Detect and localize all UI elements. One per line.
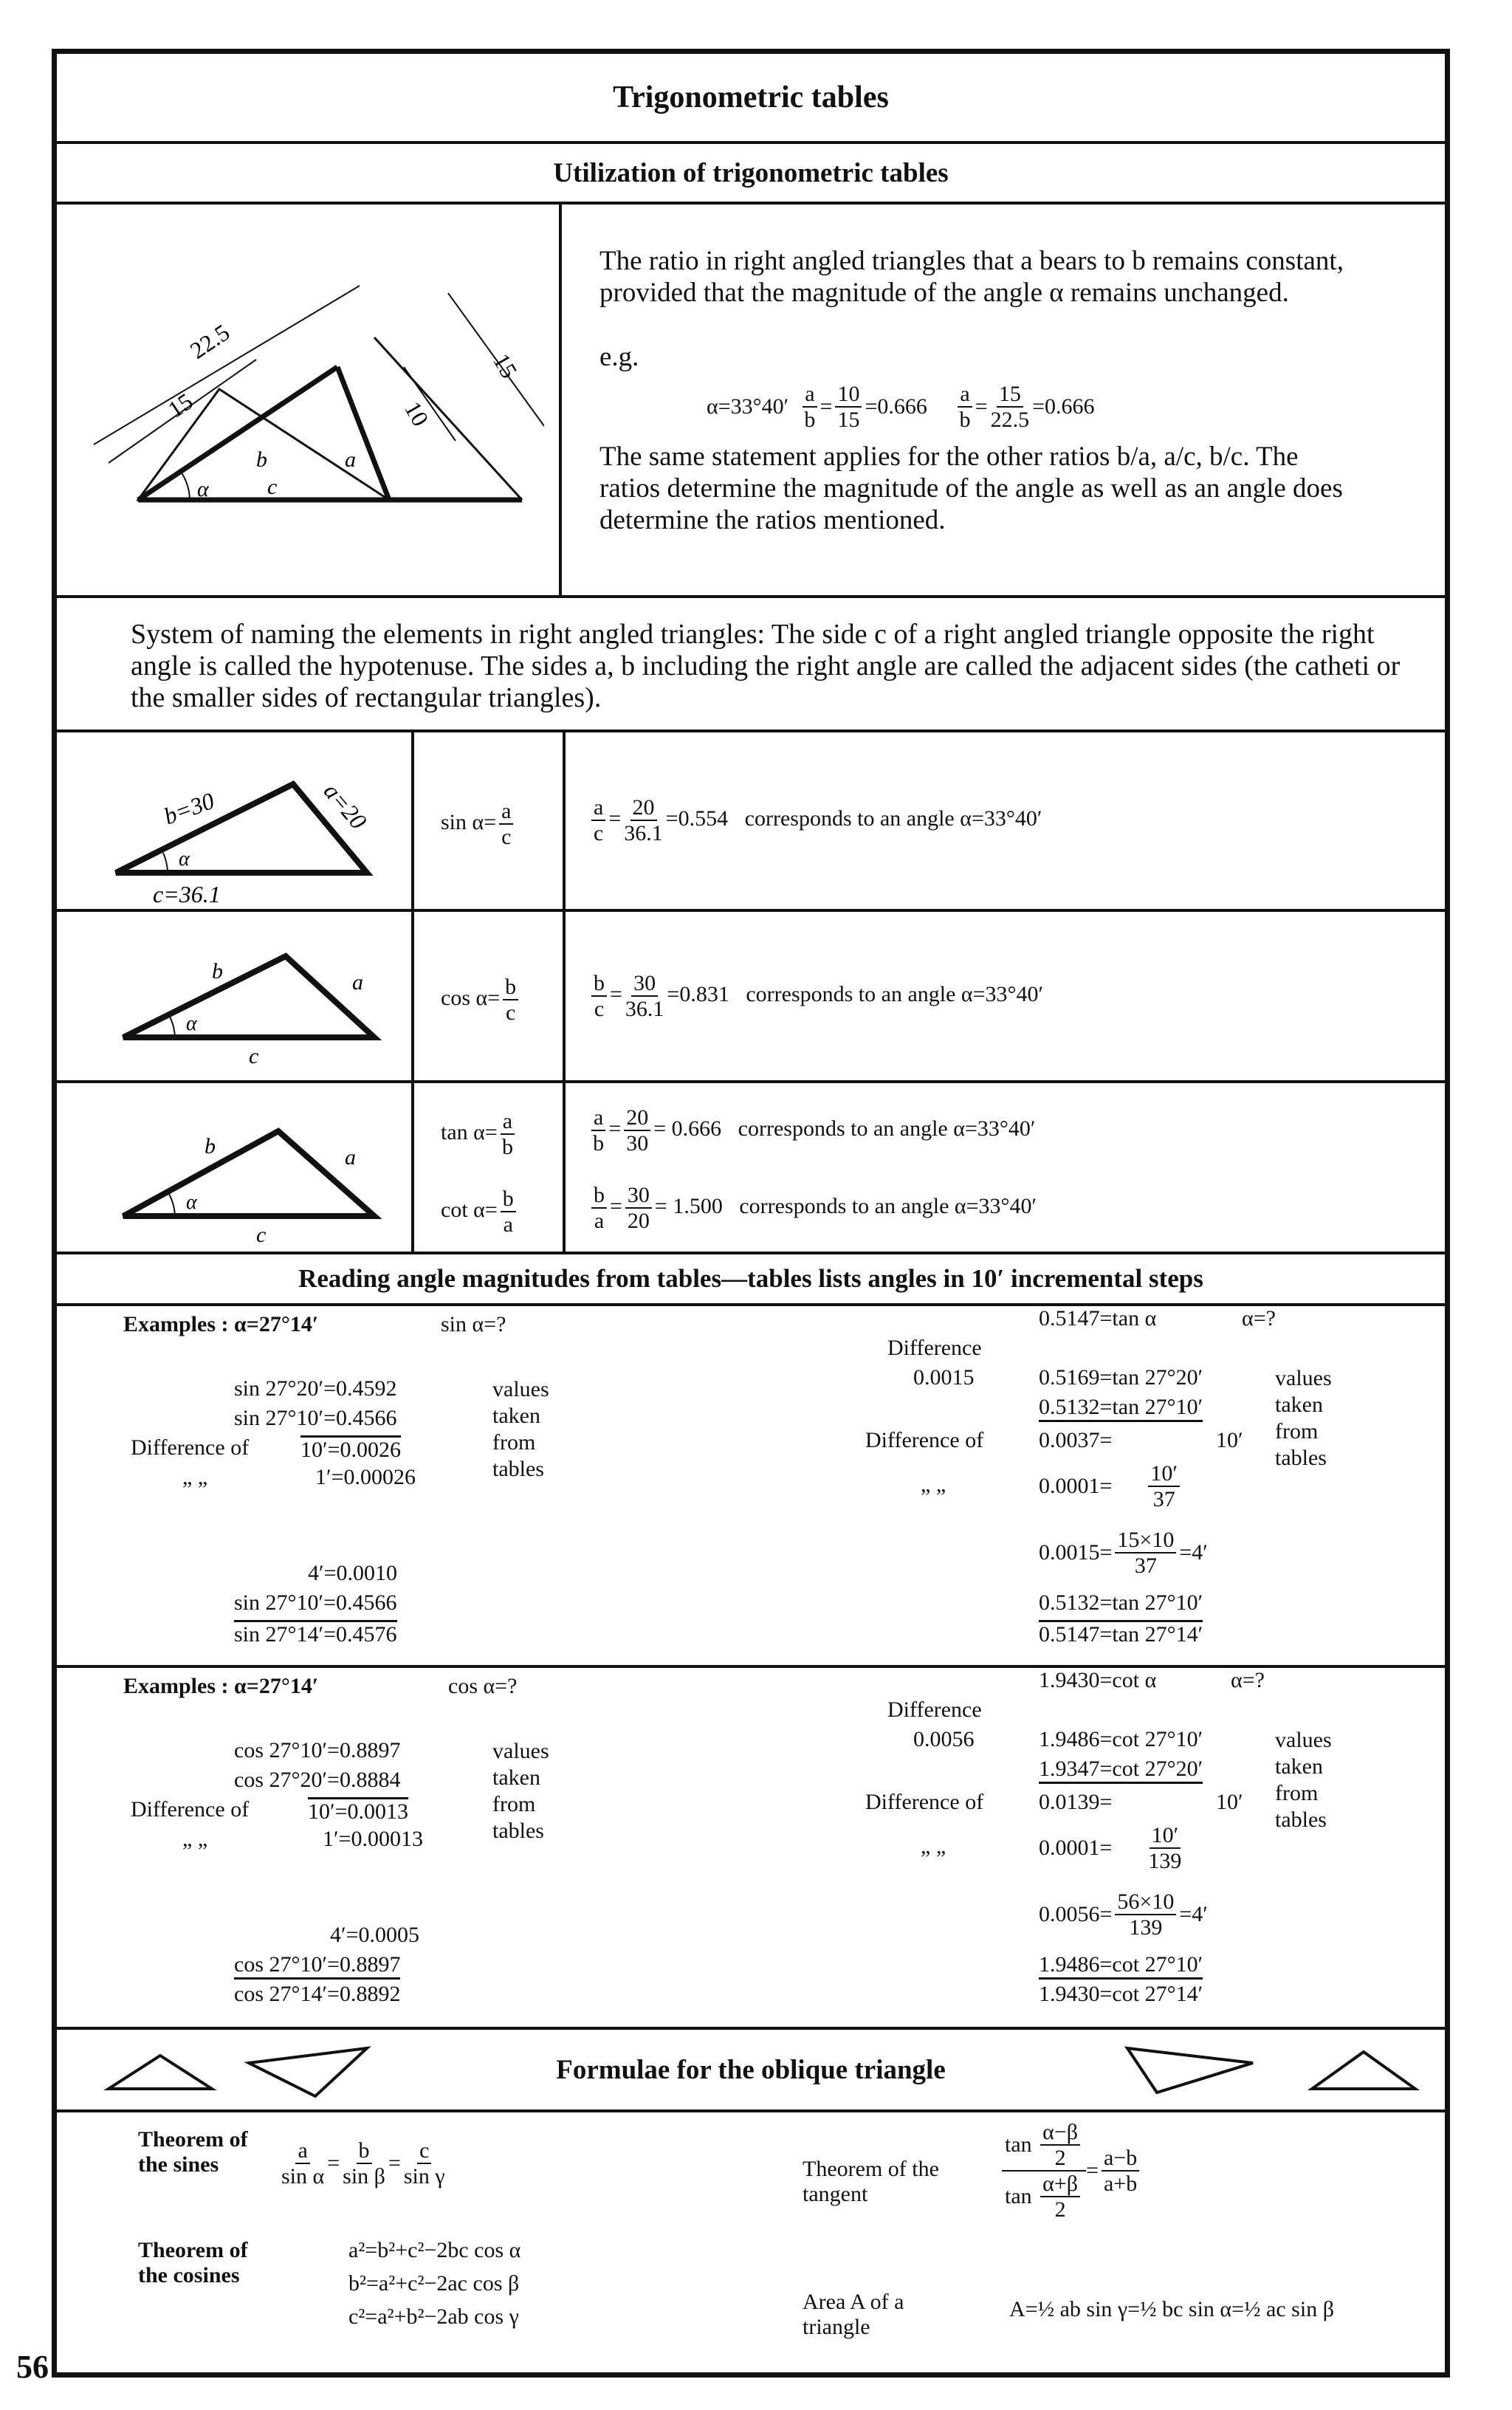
title-row xyxy=(57,54,1445,144)
svg-text:a: a xyxy=(345,1145,356,1170)
ratio-fraction-2: $\frac{a}{b}$ xyxy=(958,382,972,432)
sin-triangle-figure xyxy=(79,747,404,910)
intro-para2: The same statement applies for the other ratios b/a, a/c, b/c. The ratios determine the magnitude of the angle as well as an angle does determine the ratios mentioned. xyxy=(599,442,1343,535)
cos-values-taken: values taken from tables xyxy=(492,1739,549,1843)
cot-d-val: 0.0056 xyxy=(913,1727,975,1751)
intro-row xyxy=(57,205,1445,598)
page-title: Trigonometric tables xyxy=(613,80,889,114)
oblique-header xyxy=(57,2030,1445,2112)
tan-l2: 0.5132=tan 27°10′ xyxy=(1039,1395,1203,1422)
cot-definition: cot α= $\frac{b}{a}$ xyxy=(441,1187,519,1237)
svg-text:a: a xyxy=(352,970,363,995)
cot-l4: 0.0001= $\frac{10'}{139}$ xyxy=(1039,1823,1182,1873)
cosines-formula-1: a²=b²+c²−2bc cos α xyxy=(348,2238,521,2262)
cos-diff-label: Difference of xyxy=(131,1797,250,1822)
cos-ditto: „ „ xyxy=(182,1827,208,1851)
svg-text:b: b xyxy=(212,959,223,983)
cos-example-head: Examples : α=27°14′ xyxy=(123,1674,319,1698)
cosines-formula-3: c²=a²+b²−2ab cos γ xyxy=(348,2304,519,2329)
cot-example-head: 1.9430=cot α xyxy=(1039,1668,1157,1692)
sin-ditto: „ „ xyxy=(182,1465,208,1489)
value-fraction-1: $\frac{10}{15}$ xyxy=(835,382,862,432)
tan-l5: 0.0015= $\frac{15\times 10}{37}$ =4′ xyxy=(1039,1528,1208,1578)
value-fraction-2: $\frac{15}{22.5}$ xyxy=(990,382,1030,432)
sin-row xyxy=(57,732,1445,912)
label-b: b xyxy=(256,447,267,472)
sin-l5: 4′=0.0010 xyxy=(308,1561,397,1585)
label-c: c xyxy=(267,475,278,499)
tan-l3a: 0.0037= xyxy=(1039,1428,1113,1452)
cosines-formula-2: b²=a²+c²−2ac cos β xyxy=(348,2271,520,2296)
sin-l1: sin 27°20′=0.4592 xyxy=(234,1376,397,1401)
cos-l6: cos 27°10′=0.8897 xyxy=(234,1952,400,1980)
cos-l2: cos 27°20′=0.8884 xyxy=(234,1768,401,1792)
cos-triangle-figure xyxy=(79,927,404,1074)
cot-diff-label: Difference of xyxy=(865,1790,984,1814)
utilization-header xyxy=(57,144,1445,205)
label-22-5: 22.5 xyxy=(185,318,235,364)
tan-l3b: 10′ xyxy=(1216,1428,1243,1452)
tan-l1: 0.5169=tan 27°20′ xyxy=(1039,1365,1203,1390)
area-label: Area A of a triangle xyxy=(803,2290,904,2339)
naming-system-text: System of naming the elements in right angled triangles: The side c of a right angled triangle opposite the right angle is called the hypotenuse. The sides a, b including the right angle are called the adjacent sides (the catheti or the smaller sides of rectangular triangles). xyxy=(131,619,1401,713)
sin-l2: sin 27°10′=0.4566 xyxy=(234,1406,397,1430)
tan-cot-row xyxy=(57,1083,1445,1254)
svg-text:α: α xyxy=(186,1012,197,1035)
ratio-fraction: $\frac{a}{b}$ xyxy=(803,382,817,432)
label-15b: 15 xyxy=(487,349,523,383)
value-1: =0.666 xyxy=(865,394,927,419)
cos-l4: 1′=0.00013 xyxy=(323,1827,423,1851)
value-2: =0.666 xyxy=(1032,394,1095,419)
sin-l3: 10′=0.0026 xyxy=(300,1435,401,1463)
label-alpha: α xyxy=(197,477,209,501)
cos-cot-examples xyxy=(57,1668,1445,2030)
label-a: a xyxy=(345,447,356,472)
section-reading: Reading angle magnitudes from tables—tables lists angles in 10′ incremental steps xyxy=(298,1264,1203,1293)
cos-l7: cos 27°14′=0.8892 xyxy=(234,1982,401,2006)
svg-text:c=36.1: c=36.1 xyxy=(153,881,221,907)
tan-calculation: $\frac{a}{b}$ = $\frac{20}{30}$ = 0.666 corresponds to an angle α=33°40′ xyxy=(588,1105,1035,1156)
section-oblique: Formulae for the oblique triangle xyxy=(556,2054,946,2085)
sines-label: Theorem of the sines xyxy=(138,2127,248,2177)
tan-ditto: „ „ xyxy=(921,1472,946,1497)
sin-calculation: $\frac{a}{c}$ = $\frac{20}{36.1}$ =0.554 corresponds to an angle α=33°40′ xyxy=(588,795,1042,845)
tangent-formula: tan $\frac{\alpha-\beta}{2}$ tan $\frac{\alpha+\beta}{2}$ = $\frac{a-b}{a+b}$ xyxy=(1002,2120,1142,2222)
sin-tan-examples xyxy=(57,1306,1445,1668)
svg-text:α: α xyxy=(186,1191,197,1214)
cot-l1: 1.9486=cot 27°10′ xyxy=(1039,1727,1203,1751)
intro-equation: α=33°40′ $\frac{a}{b}$ = $\frac{10}{15}$ =0.666 $\frac{a}{b}$ = $\frac{15}{22.5}$ =0.666 xyxy=(707,382,1095,432)
sin-values-taken: values taken from tables xyxy=(492,1377,549,1481)
cot-l3b: 10′ xyxy=(1216,1790,1243,1814)
cot-values-taken: values taken from tables xyxy=(1275,1728,1332,1832)
oblique-triangle-icons-left xyxy=(101,2041,396,2100)
sin-example-q: sin α=? xyxy=(441,1312,506,1336)
svg-text:b=30: b=30 xyxy=(160,786,218,830)
cos-l1: cos 27°10′=0.8897 xyxy=(234,1738,401,1762)
label-15a: 15 xyxy=(162,388,198,423)
svg-text:c: c xyxy=(256,1223,267,1246)
cot-l5: 0.0056= $\frac{56\times 10}{139}$ =4′ xyxy=(1039,1889,1208,1940)
sin-l4: 1′=0.00026 xyxy=(315,1465,416,1489)
similar-triangles-figure xyxy=(79,278,544,574)
cot-difference: Difference xyxy=(887,1697,982,1722)
cos-example-q: cos α=? xyxy=(448,1674,518,1698)
svg-text:c: c xyxy=(249,1044,259,1068)
svg-text:a=20: a=20 xyxy=(318,777,372,834)
cos-row xyxy=(57,912,1445,1083)
tan-l6: 0.5132=tan 27°10′ xyxy=(1039,1590,1203,1615)
cos-calculation: $\frac{b}{c}$ = $\frac{30}{36.1}$ =0.831 corresponds to an angle α=33°40′ xyxy=(588,971,1043,1021)
svg-text:α: α xyxy=(179,848,190,871)
sines-formula: $\frac{a}{\text{sin α}}$ = $\frac{b}{\text{sin β}}$ = $\frac{c}{\text{sin γ}}$ xyxy=(281,2138,445,2188)
tan-diff-label: Difference of xyxy=(865,1428,984,1452)
cos-definition: cos α= $\frac{b}{c}$ xyxy=(441,975,521,1025)
tan-l4: 0.0001= $\frac{10'}{37}$ xyxy=(1039,1461,1183,1511)
sin-diff-label: Difference of xyxy=(131,1435,250,1460)
tan-values-taken: values taken from tables xyxy=(1275,1366,1332,1470)
divider xyxy=(559,205,562,595)
tan-example-q: α=? xyxy=(1242,1306,1276,1331)
cot-l6: 1.9486=cot 27°10′ xyxy=(1039,1952,1203,1980)
page-frame xyxy=(52,49,1450,2378)
cot-example-q: α=? xyxy=(1231,1668,1265,1692)
tan-difference: Difference xyxy=(887,1336,982,1360)
tan-example-head: 0.5147=tan α xyxy=(1039,1306,1157,1331)
svg-text:b: b xyxy=(205,1134,216,1158)
cot-ditto: „ „ xyxy=(921,1834,946,1858)
reading-header xyxy=(57,1254,1445,1306)
eq-alpha: α=33°40′ xyxy=(707,394,789,419)
cot-l7: 1.9430=cot 27°14′ xyxy=(1039,1982,1203,2006)
intro-eg: e.g. xyxy=(599,342,639,372)
page-number: 56 xyxy=(16,2349,49,2385)
tan-d-val: 0.0015 xyxy=(913,1365,975,1390)
intro-para1: The ratio in right angled triangles that a bears to b remains constant, provided that the magnitude of the angle α remains unchanged. xyxy=(599,246,1344,308)
label-10: 10 xyxy=(399,396,435,431)
sin-l7: sin 27°14′=0.4576 xyxy=(234,1620,397,1647)
naming-row xyxy=(57,598,1445,732)
tan-triangle-figure xyxy=(79,1098,404,1246)
oblique-triangle-icons-right xyxy=(1120,2041,1430,2100)
sin-example-head: Examples : α=27°14′ xyxy=(123,1312,319,1336)
formulae-row xyxy=(57,2112,1445,2372)
sin-definition: sin α= $\frac{a}{c}$ xyxy=(441,799,516,849)
area-formula: A=½ ab sin γ=½ bc sin α=½ ac sin β xyxy=(1009,2297,1334,2321)
tangent-label: Theorem of the tangent xyxy=(803,2157,939,2206)
cot-l2: 1.9347=cot 27°20′ xyxy=(1039,1757,1203,1784)
cos-l3: 10′=0.0013 xyxy=(308,1797,408,1824)
tan-l7: 0.5147=tan 27°14′ xyxy=(1039,1620,1203,1647)
cot-l3a: 0.0139= xyxy=(1039,1790,1113,1814)
cosines-label: Theorem of the cosines xyxy=(138,2238,248,2287)
section-utilization: Utilization of trigonometric tables xyxy=(553,157,949,188)
tan-definition: tan α= $\frac{a}{b}$ xyxy=(441,1109,518,1159)
sin-l6: sin 27°10′=0.4566 xyxy=(234,1590,397,1615)
cos-l5: 4′=0.0005 xyxy=(330,1923,419,1947)
cot-calculation: $\frac{b}{a}$ = $\frac{30}{20}$ = 1.500 corresponds to an angle α=33°40′ xyxy=(588,1183,1037,1233)
